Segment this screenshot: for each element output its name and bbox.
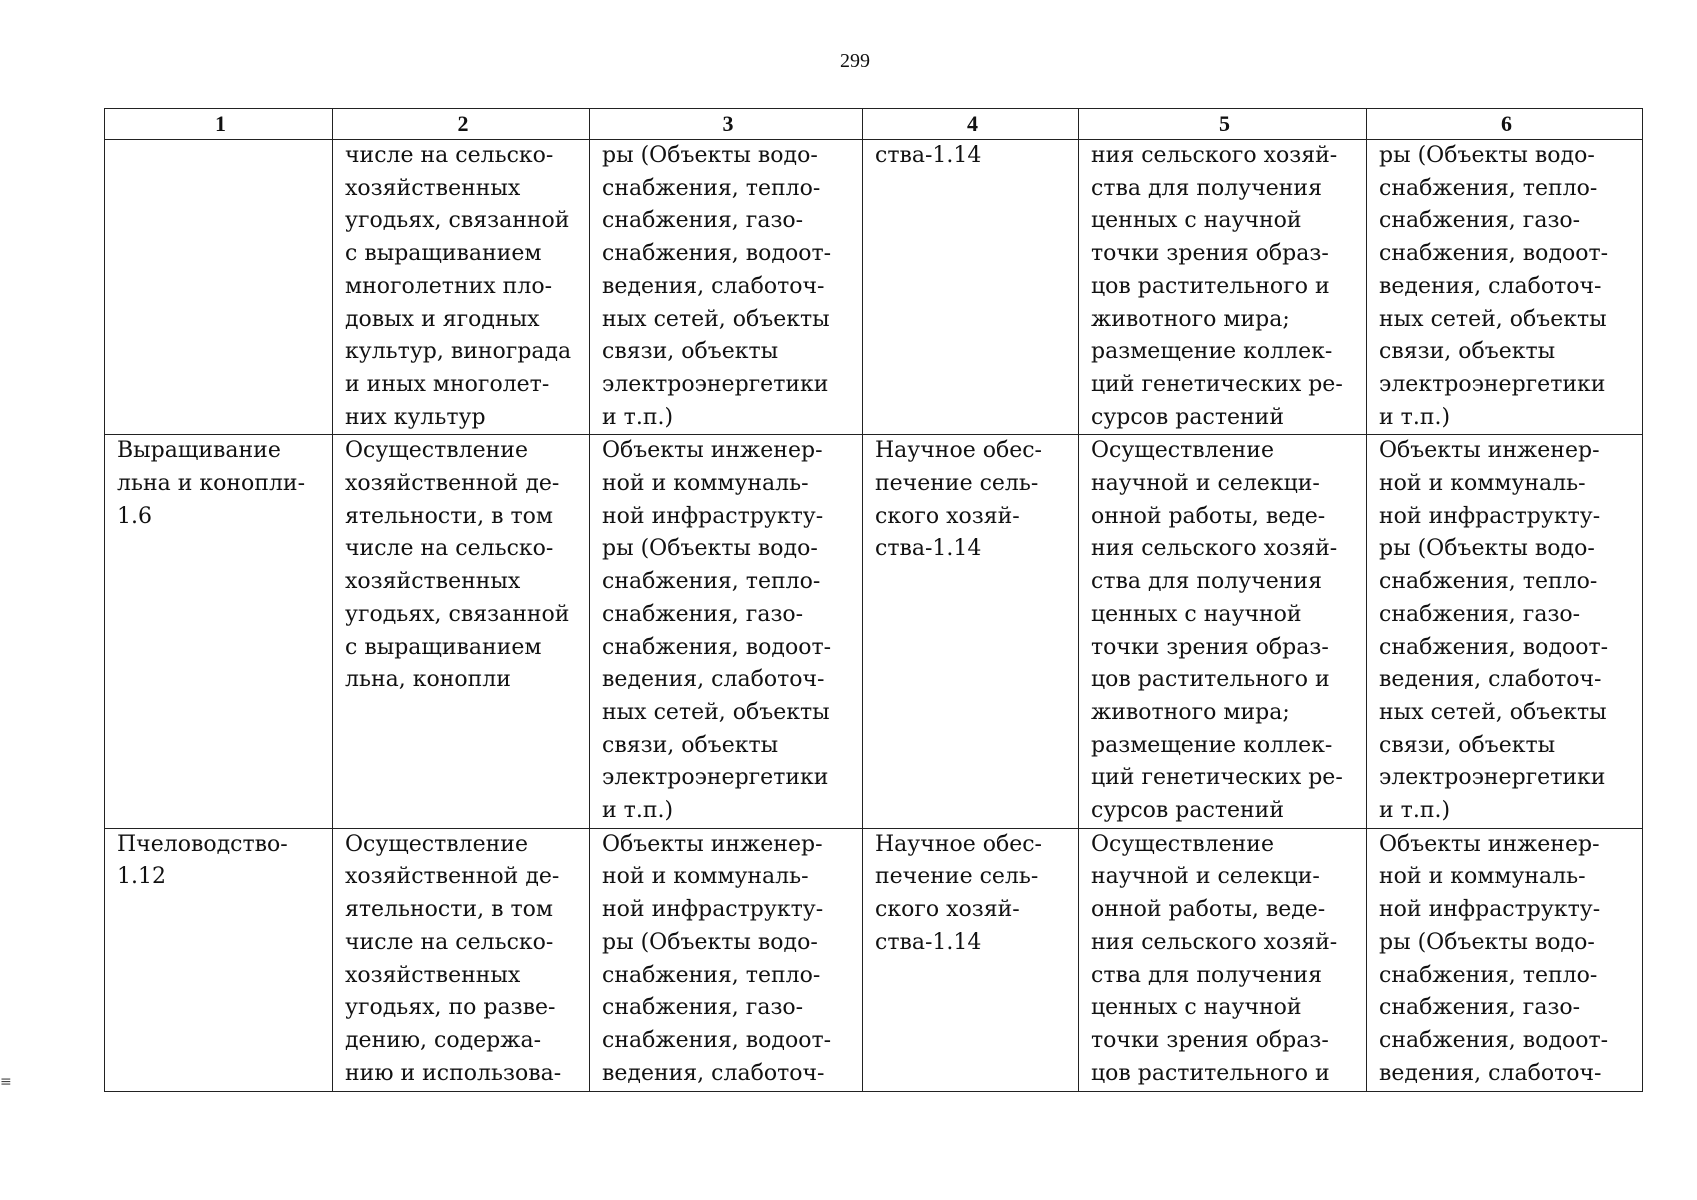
table-cell <box>1367 828 1643 1091</box>
table-cell <box>590 828 863 1091</box>
cell-text: Научное обес- печение сель- ского хозяй- ства-1.14 <box>875 438 1042 562</box>
table-cell <box>333 140 590 435</box>
table-cell <box>1367 435 1643 828</box>
table-cell <box>590 140 863 435</box>
table-cell <box>863 828 1079 1091</box>
table-row <box>105 140 1643 435</box>
land-use-table <box>104 108 1643 1092</box>
column-header-3: 3 <box>590 109 863 140</box>
table-cell <box>1079 140 1367 435</box>
header-row <box>105 109 1643 140</box>
cell-text: Осуществление хозяйственной де- ятельности, в том числе на сельско- хозяйственных угодьях, связанной с выращиванием льна, конопли <box>345 438 570 693</box>
column-header-4: 4 <box>863 109 1079 140</box>
cell-text: числе на сельско- хозяйственных угодьях, связанной с выращиванием многолетних пло- довых и ягодных культур, винограда и иных многолет- них культур <box>345 143 572 430</box>
page-number: 299 <box>840 50 870 72</box>
table-cell <box>333 435 590 828</box>
cell-text: Осуществление научной и селекци- онной работы, веде- ния сельского хозяй- ства для получения ценных с научной точки зрения образ- цов растительного и животного мира; размещение коллек- ций генетических ре- сурсов растений <box>1091 438 1343 824</box>
cell-text: Объекты инженер- ной и коммуналь- ной инфраструкту- ры (Объекты водо- снабжения, тепло- снабжения, газо- снабжения, водоот- ведения, слаботоч- ных сетей, объекты связи, объекты электроэнергетики и т.п.) <box>602 438 832 824</box>
table-cell <box>105 140 333 435</box>
cell-text: Объекты инженер- ной и коммуналь- ной инфраструкту- ры (Объекты водо- снабжения, тепло- снабжения, газо- снабжения, водоот- ведения, слаботоч- ных сетей, объекты связи, объекты электроэнергетики и т.п.) <box>1379 438 1609 824</box>
table-cell <box>1367 140 1643 435</box>
table-cell <box>1079 435 1367 828</box>
binding-edge-mark: ≡ <box>0 1074 12 1090</box>
table-cell <box>333 828 590 1091</box>
column-header-6: 6 <box>1367 109 1643 140</box>
cell-text: Осуществление хозяйственной де- ятельности, в том числе на сельско- хозяйственных угодьях, по разве- дению, содержа- нию и использова- <box>345 831 562 1086</box>
table-cell <box>590 435 863 828</box>
cell-text: Пчеловодство- 1.12 <box>117 831 288 890</box>
column-header-1: 1 <box>105 109 333 140</box>
table-cell <box>105 828 333 1091</box>
table-cell <box>863 140 1079 435</box>
column-header-2: 2 <box>333 109 590 140</box>
cell-text: ры (Объекты водо- снабжения, тепло- снабжения, газо- снабжения, водоот- ведения, слаботоч- ных сетей, объекты связи, объекты электроэнергетики и т.п.) <box>602 143 832 430</box>
cell-text: Выращивание льна и конопли- 1.6 <box>117 438 306 529</box>
cell-text: ния сельского хозяй- ства для получения ценных с научной точки зрения образ- цов растительного и животного мира; размещение коллек- ций генетических ре- сурсов растений <box>1091 143 1343 430</box>
cell-text: Осуществление научной и селекци- онной работы, веде- ния сельского хозяй- ства для получения ценных с научной точки зрения образ- цов растительного и <box>1091 831 1338 1086</box>
table-row <box>105 828 1643 1091</box>
table-cell <box>105 435 333 828</box>
column-header-5: 5 <box>1079 109 1367 140</box>
table-cell <box>1079 828 1367 1091</box>
cell-text: ства-1.14 <box>875 143 982 168</box>
cell-text: ры (Объекты водо- снабжения, тепло- снабжения, газо- снабжения, водоот- ведения, слаботоч- ных сетей, объекты связи, объекты электроэнергетики и т.п.) <box>1379 143 1609 430</box>
cell-text: Объекты инженер- ной и коммуналь- ной инфраструкту- ры (Объекты водо- снабжения, тепло- снабжения, газо- снабжения, водоот- ведения, слаботоч- <box>602 831 832 1086</box>
cell-text: Объекты инженер- ной и коммуналь- ной инфраструкту- ры (Объекты водо- снабжения, тепло- снабжения, газо- снабжения, водоот- ведения, слаботоч- <box>1379 831 1609 1086</box>
cell-text: Научное обес- печение сель- ского хозяй- ства-1.14 <box>875 831 1042 955</box>
table-row <box>105 435 1643 828</box>
table-cell <box>863 435 1079 828</box>
